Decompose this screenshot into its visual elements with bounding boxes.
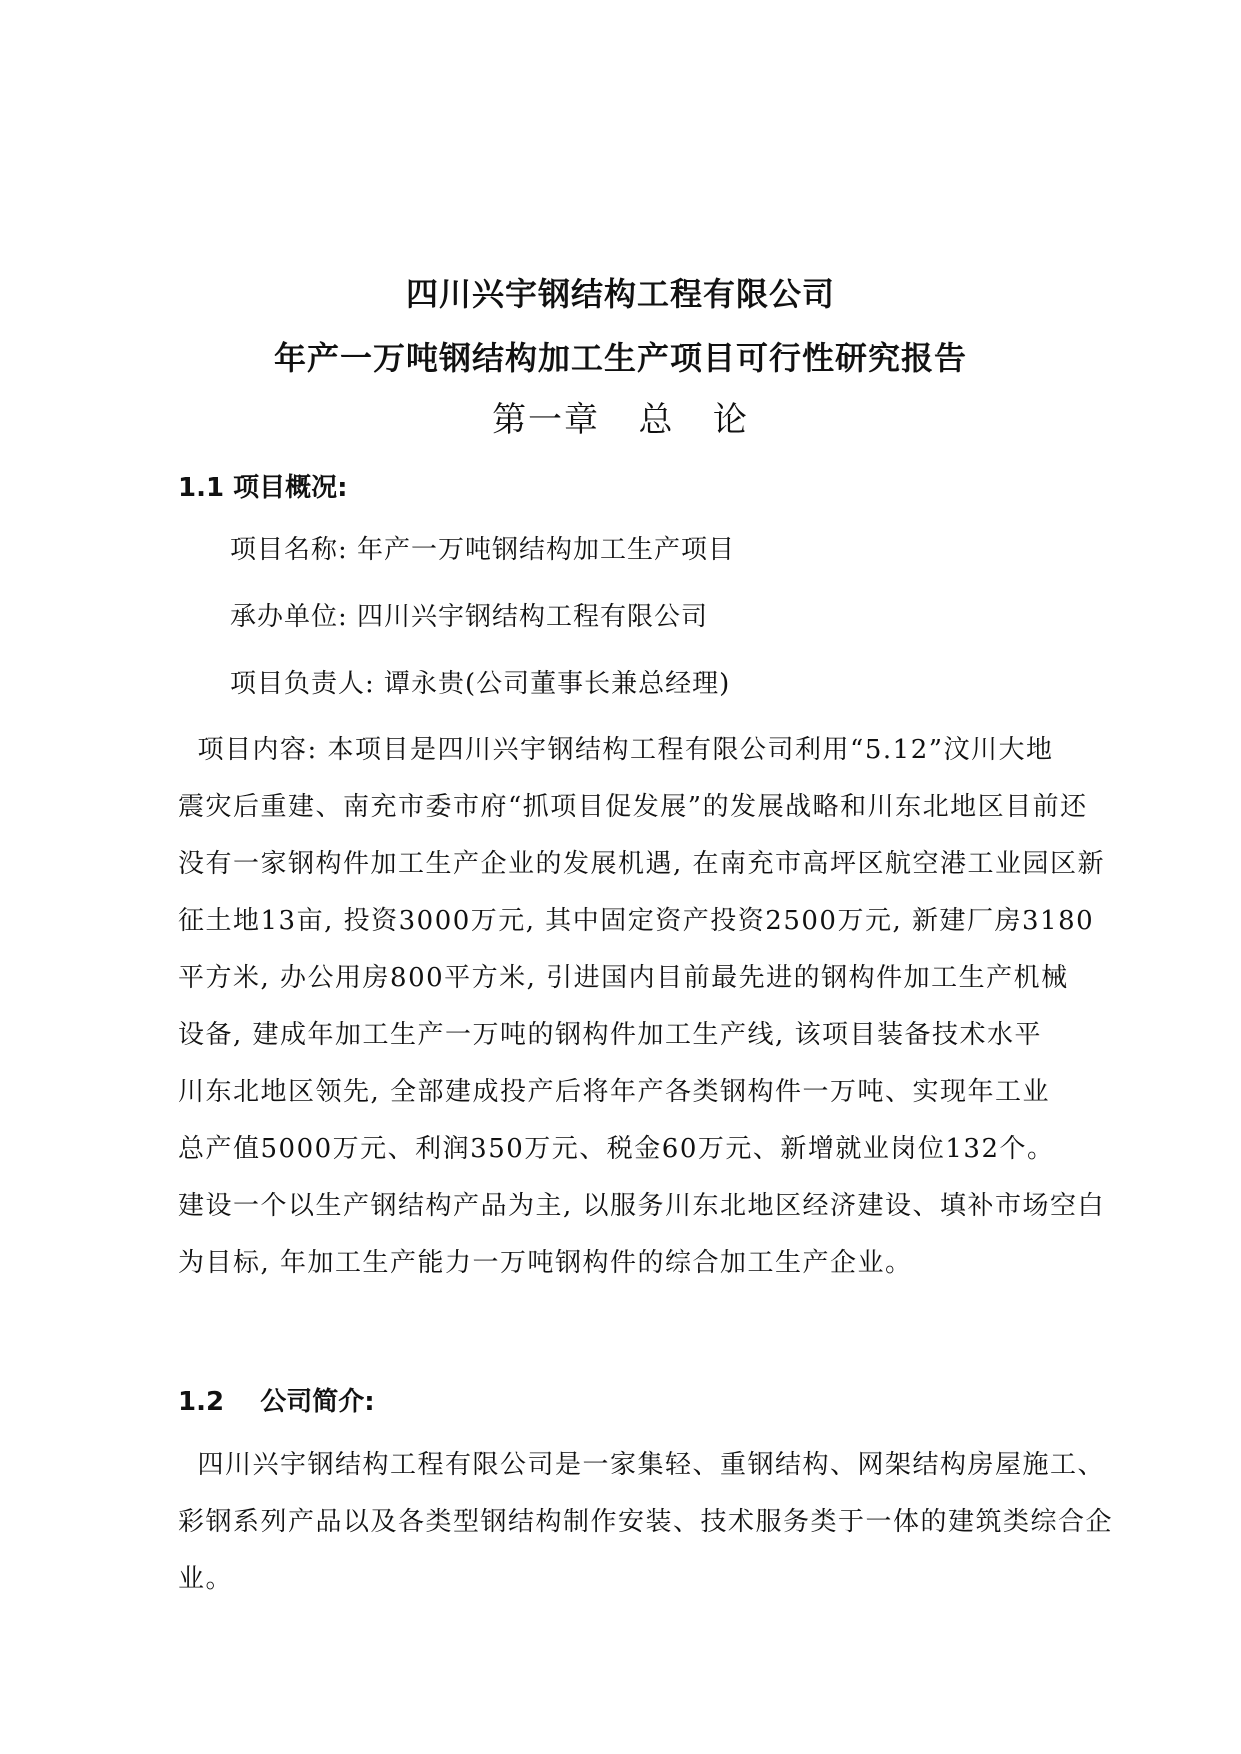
section-heading-1-1: 1.1 项目概况: xyxy=(178,473,348,503)
paragraph-line: 业。 xyxy=(178,1564,234,1594)
field-organizer: 承办单位: 四川兴宇钢结构工程有限公司 xyxy=(230,602,709,632)
report-title: 年产一万吨钢结构加工生产项目可行性研究报告 xyxy=(273,339,967,377)
company-title: 四川兴宇钢结构工程有限公司 xyxy=(405,275,835,313)
field-project-name: 项目名称: 年产一万吨钢结构加工生产项目 xyxy=(230,535,736,565)
paragraph-line: 四川兴宇钢结构工程有限公司是一家集轻、重钢结构、网架结构房屋施工、 xyxy=(178,1450,1106,1480)
paragraph-line: 项目内容: 本项目是四川兴宇钢结构工程有限公司利用“5.12”汶川大地 xyxy=(178,735,1054,765)
paragraph-line: 川东北地区领先, 全部建成投产后将年产各类钢构件一万吨、实现年工业 xyxy=(178,1077,1051,1107)
paragraph-line: 没有一家钢构件加工生产企业的发展机遇, 在南充市高坪区航空港工业园区新 xyxy=(178,849,1106,879)
paragraph-line: 平方米, 办公用房800平方米, 引进国内目前最先进的钢构件加工生产机械 xyxy=(178,963,1069,993)
section-heading-1-2: 1.2 公司简介: xyxy=(178,1387,375,1417)
company-intro-paragraph xyxy=(178,1447,1116,1618)
paragraph-line: 总产值5000万元、利润350万元、税金60万元、新增就业岗位132个。 xyxy=(178,1134,1055,1164)
paragraph-line: 震灾后重建、南充市委市府“抓项目促发展”的发展战略和川东北地区目前还 xyxy=(178,792,1088,822)
paragraph-line: 彩钢系列产品以及各类型钢结构制作安装、技术服务类于一体的建筑类综合企 xyxy=(178,1507,1114,1537)
paragraph-line: 征土地13亩, 投资3000万元, 其中固定资产投资2500万元, 新建厂房3180 xyxy=(178,906,1095,936)
chapter-heading: 第一章 总 论 xyxy=(492,400,749,440)
paragraph-line: 设备, 建成年加工生产一万吨的钢构件加工生产线, 该项目装备技术水平 xyxy=(178,1020,1043,1050)
paragraph-line: 为目标, 年加工生产能力一万吨钢构件的综合加工生产企业。 xyxy=(178,1248,913,1278)
paragraph-line: 建设一个以生产钢结构产品为主, 以服务川东北地区经济建设、填补市场空白 xyxy=(178,1191,1106,1221)
field-project-lead: 项目负责人: 谭永贵(公司董事长兼总经理) xyxy=(230,669,731,699)
project-content-paragraph xyxy=(178,732,1116,1302)
